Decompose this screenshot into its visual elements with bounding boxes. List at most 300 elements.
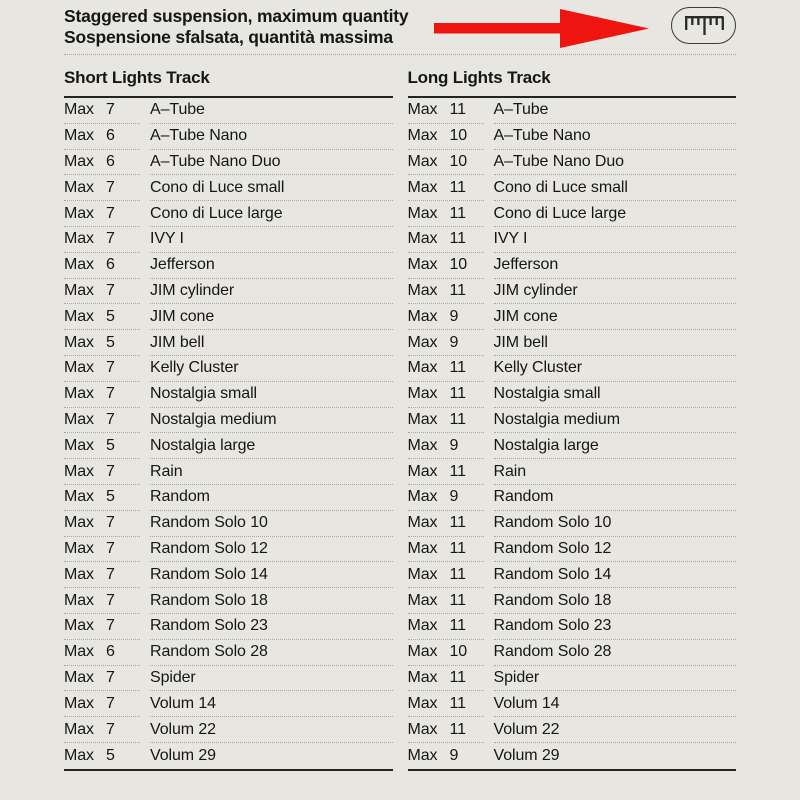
product-name: Random Solo 18: [150, 588, 393, 614]
max-label: Max: [64, 668, 94, 686]
qty-value: 11: [449, 694, 466, 712]
max-label: Max: [64, 643, 94, 661]
cell-gap: [484, 201, 494, 227]
qty-max-cell: [64, 537, 140, 563]
max-label: Max: [407, 514, 438, 532]
qty-value: 7: [106, 720, 115, 738]
product-name: Rain: [494, 459, 737, 485]
max-label: Max: [407, 643, 438, 661]
product-name: Spider: [150, 666, 393, 692]
qty-max-cell: [408, 382, 484, 408]
product-name: A–Tube Nano: [150, 124, 393, 150]
table-row: [408, 279, 737, 305]
table-row: [408, 588, 737, 614]
table-row: [408, 562, 737, 588]
product-name: JIM cone: [150, 304, 393, 330]
qty-value: 11: [449, 539, 466, 557]
table-row: [64, 150, 393, 176]
table-row: [408, 382, 737, 408]
product-name: Random Solo 10: [150, 511, 393, 537]
qty-max-cell: [408, 511, 484, 537]
qty-max-cell: [64, 253, 140, 279]
qty-max-cell: [64, 279, 140, 305]
product-name: JIM cone: [494, 304, 737, 330]
cell-gap: [140, 330, 150, 356]
qty-value: 7: [106, 101, 115, 119]
table-row: [64, 124, 393, 150]
qty-max-cell: [408, 98, 484, 124]
cell-gap: [140, 408, 150, 434]
max-label: Max: [407, 152, 438, 170]
max-label: Max: [407, 694, 438, 712]
max-label: Max: [64, 127, 94, 145]
cell-gap: [140, 640, 150, 666]
qty-max-cell: [64, 717, 140, 743]
qty-max-cell: [408, 227, 484, 253]
cell-gap: [484, 98, 494, 124]
qty-value: 11: [449, 101, 466, 119]
max-label: Max: [64, 152, 94, 170]
qty-value: 10: [449, 127, 468, 145]
qty-max-cell: [408, 666, 484, 692]
table-row: [64, 666, 393, 692]
product-name: Nostalgia large: [150, 433, 393, 459]
product-name: Random: [494, 485, 737, 511]
product-name: Spider: [494, 666, 737, 692]
table-row: [64, 279, 393, 305]
table-row: [408, 98, 737, 124]
cell-gap: [140, 588, 150, 614]
cell-gap: [140, 98, 150, 124]
product-name: IVY I: [494, 227, 737, 253]
max-label: Max: [64, 694, 94, 712]
product-name: Random Solo 14: [150, 562, 393, 588]
max-label: Max: [407, 410, 438, 428]
page-title-it: Sospensione sfalsata, quantità massima: [64, 27, 393, 47]
qty-value: 5: [106, 436, 115, 454]
max-label: Max: [407, 565, 438, 583]
cell-gap: [484, 253, 494, 279]
max-label: Max: [407, 591, 438, 609]
cell-gap: [484, 433, 494, 459]
product-name: Nostalgia large: [494, 433, 737, 459]
cell-gap: [484, 562, 494, 588]
cell-gap: [140, 227, 150, 253]
qty-max-cell: [408, 175, 484, 201]
max-label: Max: [64, 230, 94, 248]
product-name: Volum 22: [494, 717, 737, 743]
table-row: [408, 666, 737, 692]
product-name: Cono di Luce large: [494, 201, 737, 227]
product-name: JIM cylinder: [150, 279, 393, 305]
cell-gap: [484, 666, 494, 692]
product-name: Nostalgia small: [494, 382, 737, 408]
qty-value: 7: [106, 178, 115, 196]
long-lights-track-rows: [408, 98, 737, 771]
cell-gap: [140, 743, 150, 769]
qty-value: 11: [449, 410, 466, 428]
qty-max-cell: [64, 227, 140, 253]
product-name: Random Solo 10: [494, 511, 737, 537]
product-name: JIM bell: [494, 330, 737, 356]
table-row: [408, 511, 737, 537]
qty-value: 6: [106, 643, 115, 661]
product-name: Volum 14: [494, 691, 737, 717]
product-name: A–Tube Nano Duo: [150, 150, 393, 176]
column-title-short: Short Lights Track: [64, 54, 393, 98]
staggered-suspension-icon: [671, 7, 736, 44]
product-name: Cono di Luce small: [494, 175, 737, 201]
max-label: Max: [407, 385, 438, 403]
product-name: Nostalgia medium: [150, 408, 393, 434]
product-name: Random: [150, 485, 393, 511]
qty-max-cell: [408, 433, 484, 459]
product-name: JIM cylinder: [494, 279, 737, 305]
cell-gap: [140, 433, 150, 459]
cell-gap: [140, 253, 150, 279]
cell-gap: [140, 485, 150, 511]
cell-gap: [484, 717, 494, 743]
cell-gap: [484, 304, 494, 330]
cell-gap: [140, 175, 150, 201]
qty-max-cell: [64, 356, 140, 382]
cell-gap: [484, 356, 494, 382]
qty-max-cell: [408, 150, 484, 176]
table-row: [64, 743, 393, 769]
qty-value: 7: [106, 694, 115, 712]
table-row: [64, 175, 393, 201]
max-label: Max: [407, 539, 438, 557]
qty-max-cell: [64, 175, 140, 201]
product-name: A–Tube: [150, 98, 393, 124]
qty-value: 11: [449, 281, 466, 299]
qty-value: 5: [106, 333, 115, 351]
qty-value: 7: [106, 514, 115, 532]
product-name: Random Solo 23: [150, 614, 393, 640]
max-label: Max: [407, 617, 438, 635]
table-row: [408, 614, 737, 640]
qty-value: 7: [106, 565, 115, 583]
table-row: [64, 485, 393, 511]
product-name: A–Tube Nano: [494, 124, 737, 150]
table-row: [64, 511, 393, 537]
qty-max-cell: [64, 640, 140, 666]
cell-gap: [140, 279, 150, 305]
qty-max-cell: [408, 304, 484, 330]
qty-max-cell: [408, 588, 484, 614]
product-name: A–Tube Nano Duo: [494, 150, 737, 176]
qty-max-cell: [64, 459, 140, 485]
qty-max-cell: [64, 150, 140, 176]
qty-max-cell: [64, 433, 140, 459]
table-row: [408, 717, 737, 743]
cell-gap: [484, 537, 494, 563]
qty-value: 7: [106, 617, 115, 635]
cell-gap: [484, 640, 494, 666]
qty-max-cell: [408, 356, 484, 382]
table-row: [408, 485, 737, 511]
qty-max-cell: [64, 666, 140, 692]
table-row: [408, 330, 737, 356]
qty-value: 9: [449, 307, 459, 325]
qty-value: 10: [449, 643, 468, 661]
red-arrow-right-icon: [434, 9, 649, 49]
max-label: Max: [64, 410, 94, 428]
qty-value: 7: [106, 410, 115, 428]
qty-max-cell: [408, 717, 484, 743]
product-name: Nostalgia medium: [494, 408, 737, 434]
cell-gap: [140, 150, 150, 176]
max-quantity-tables: [64, 54, 736, 771]
max-label: Max: [407, 488, 438, 506]
max-label: Max: [64, 307, 94, 325]
product-name: Jefferson: [150, 253, 393, 279]
qty-value: 7: [106, 668, 115, 686]
cell-gap: [484, 588, 494, 614]
product-name: Nostalgia small: [150, 382, 393, 408]
max-label: Max: [64, 359, 94, 377]
qty-value: 11: [449, 462, 466, 480]
cell-gap: [484, 511, 494, 537]
table-row: [64, 614, 393, 640]
table-row: [64, 588, 393, 614]
max-label: Max: [407, 746, 438, 764]
long-lights-track-column: [408, 54, 737, 771]
table-row: [408, 433, 737, 459]
table-row: [408, 175, 737, 201]
table-row: [64, 459, 393, 485]
qty-value: 11: [449, 565, 466, 583]
cell-gap: [484, 485, 494, 511]
cell-gap: [484, 614, 494, 640]
table-row: [64, 537, 393, 563]
cell-gap: [140, 304, 150, 330]
qty-max-cell: [408, 691, 484, 717]
table-row: [408, 201, 737, 227]
qty-max-cell: [64, 304, 140, 330]
cell-gap: [484, 408, 494, 434]
cell-gap: [484, 382, 494, 408]
qty-max-cell: [64, 691, 140, 717]
qty-max-cell: [408, 562, 484, 588]
qty-max-cell: [408, 614, 484, 640]
cell-gap: [140, 614, 150, 640]
qty-value: 9: [449, 746, 459, 764]
product-name: Random Solo 14: [494, 562, 737, 588]
table-row: [64, 408, 393, 434]
qty-value: 7: [106, 591, 115, 609]
max-label: Max: [64, 514, 94, 532]
max-label: Max: [407, 436, 438, 454]
qty-value: 11: [449, 178, 466, 196]
max-label: Max: [407, 256, 438, 274]
product-name: JIM bell: [150, 330, 393, 356]
product-name: Random Solo 12: [150, 537, 393, 563]
product-name: Volum 14: [150, 691, 393, 717]
max-label: Max: [407, 101, 438, 119]
cell-gap: [140, 666, 150, 692]
max-label: Max: [64, 101, 94, 119]
qty-max-cell: [64, 330, 140, 356]
table-row: [64, 691, 393, 717]
product-name: Random Solo 18: [494, 588, 737, 614]
page-title: [64, 6, 408, 48]
max-label: Max: [407, 127, 438, 145]
qty-value: 10: [449, 256, 468, 274]
table-row: [64, 98, 393, 124]
max-label: Max: [407, 281, 438, 299]
qty-max-cell: [408, 743, 484, 769]
page-title-en: Staggered suspension, maximum quantity: [64, 6, 409, 26]
table-row: [408, 691, 737, 717]
qty-max-cell: [64, 588, 140, 614]
qty-max-cell: [408, 459, 484, 485]
product-name: A–Tube: [494, 98, 737, 124]
table-row: [408, 356, 737, 382]
qty-max-cell: [408, 253, 484, 279]
table-row: [64, 201, 393, 227]
qty-max-cell: [408, 330, 484, 356]
qty-max-cell: [408, 201, 484, 227]
max-label: Max: [64, 591, 94, 609]
qty-value: 7: [106, 230, 115, 248]
qty-value: 11: [449, 720, 466, 738]
cell-gap: [484, 124, 494, 150]
qty-value: 9: [449, 436, 459, 454]
max-label: Max: [64, 617, 94, 635]
table-row: [64, 382, 393, 408]
cell-gap: [140, 511, 150, 537]
max-label: Max: [407, 333, 438, 351]
qty-value: 11: [449, 230, 466, 248]
max-label: Max: [407, 230, 438, 248]
cell-gap: [140, 356, 150, 382]
max-label: Max: [64, 539, 94, 557]
qty-value: 7: [106, 462, 115, 480]
table-row: [408, 227, 737, 253]
qty-value: 6: [106, 256, 115, 274]
qty-max-cell: [408, 640, 484, 666]
max-label: Max: [407, 668, 438, 686]
cell-gap: [140, 459, 150, 485]
qty-value: 7: [106, 539, 115, 557]
column-title-long: Long Lights Track: [408, 54, 737, 98]
table-row: [64, 253, 393, 279]
product-name: Random Solo 28: [150, 640, 393, 666]
table-row: [64, 330, 393, 356]
cell-gap: [484, 691, 494, 717]
table-row: [64, 562, 393, 588]
table-row: [408, 537, 737, 563]
qty-value: 5: [106, 488, 115, 506]
qty-value: 11: [449, 617, 466, 635]
max-label: Max: [64, 720, 94, 738]
cell-gap: [140, 562, 150, 588]
product-name: Kelly Cluster: [150, 356, 393, 382]
qty-max-cell: [64, 511, 140, 537]
max-label: Max: [64, 281, 94, 299]
qty-max-cell: [64, 124, 140, 150]
max-label: Max: [64, 565, 94, 583]
qty-max-cell: [408, 408, 484, 434]
table-row: [408, 304, 737, 330]
qty-value: 5: [106, 746, 115, 764]
product-name: Rain: [150, 459, 393, 485]
cell-gap: [484, 330, 494, 356]
product-name: Jefferson: [494, 253, 737, 279]
product-name: Volum 22: [150, 717, 393, 743]
table-row: [408, 743, 737, 769]
qty-value: 5: [106, 307, 115, 325]
product-name: Cono di Luce large: [150, 201, 393, 227]
cell-gap: [140, 691, 150, 717]
qty-value: 9: [449, 333, 459, 351]
product-name: IVY I: [150, 227, 393, 253]
max-label: Max: [407, 178, 438, 196]
max-label: Max: [407, 462, 438, 480]
max-label: Max: [64, 256, 94, 274]
table-row: [64, 227, 393, 253]
cell-gap: [484, 227, 494, 253]
qty-value: 11: [449, 359, 466, 377]
short-lights-track-rows: [64, 98, 393, 771]
qty-max-cell: [64, 562, 140, 588]
max-label: Max: [64, 385, 94, 403]
qty-value: 11: [449, 591, 466, 609]
max-label: Max: [64, 746, 94, 764]
qty-value: 6: [106, 127, 115, 145]
cell-gap: [140, 124, 150, 150]
table-row: [408, 640, 737, 666]
product-name: Kelly Cluster: [494, 356, 737, 382]
product-name: Random Solo 28: [494, 640, 737, 666]
table-row: [64, 304, 393, 330]
qty-value: 11: [449, 385, 466, 403]
table-row: [64, 717, 393, 743]
qty-value: 11: [449, 514, 466, 532]
max-label: Max: [407, 307, 438, 325]
qty-max-cell: [64, 98, 140, 124]
product-name: Random Solo 12: [494, 537, 737, 563]
table-row: [408, 150, 737, 176]
cell-gap: [140, 201, 150, 227]
qty-value: 11: [449, 668, 466, 686]
qty-value: 7: [106, 281, 115, 299]
table-row: [64, 640, 393, 666]
max-label: Max: [64, 488, 94, 506]
cell-gap: [484, 175, 494, 201]
cell-gap: [484, 279, 494, 305]
qty-max-cell: [408, 537, 484, 563]
product-name: Volum 29: [493, 746, 560, 764]
max-label: Max: [64, 178, 94, 196]
cell-gap: [484, 743, 494, 769]
short-lights-track-column: [64, 54, 393, 771]
max-label: Max: [64, 436, 94, 454]
qty-value: 6: [106, 152, 115, 170]
qty-value: 11: [449, 204, 466, 222]
qty-max-cell: [64, 614, 140, 640]
qty-value: 7: [106, 385, 115, 403]
qty-max-cell: [64, 408, 140, 434]
table-row: [408, 408, 737, 434]
max-label: Max: [407, 720, 438, 738]
qty-max-cell: [64, 743, 140, 769]
qty-max-cell: [408, 124, 484, 150]
max-label: Max: [64, 333, 94, 351]
cell-gap: [140, 537, 150, 563]
product-name: Random Solo 23: [494, 614, 737, 640]
